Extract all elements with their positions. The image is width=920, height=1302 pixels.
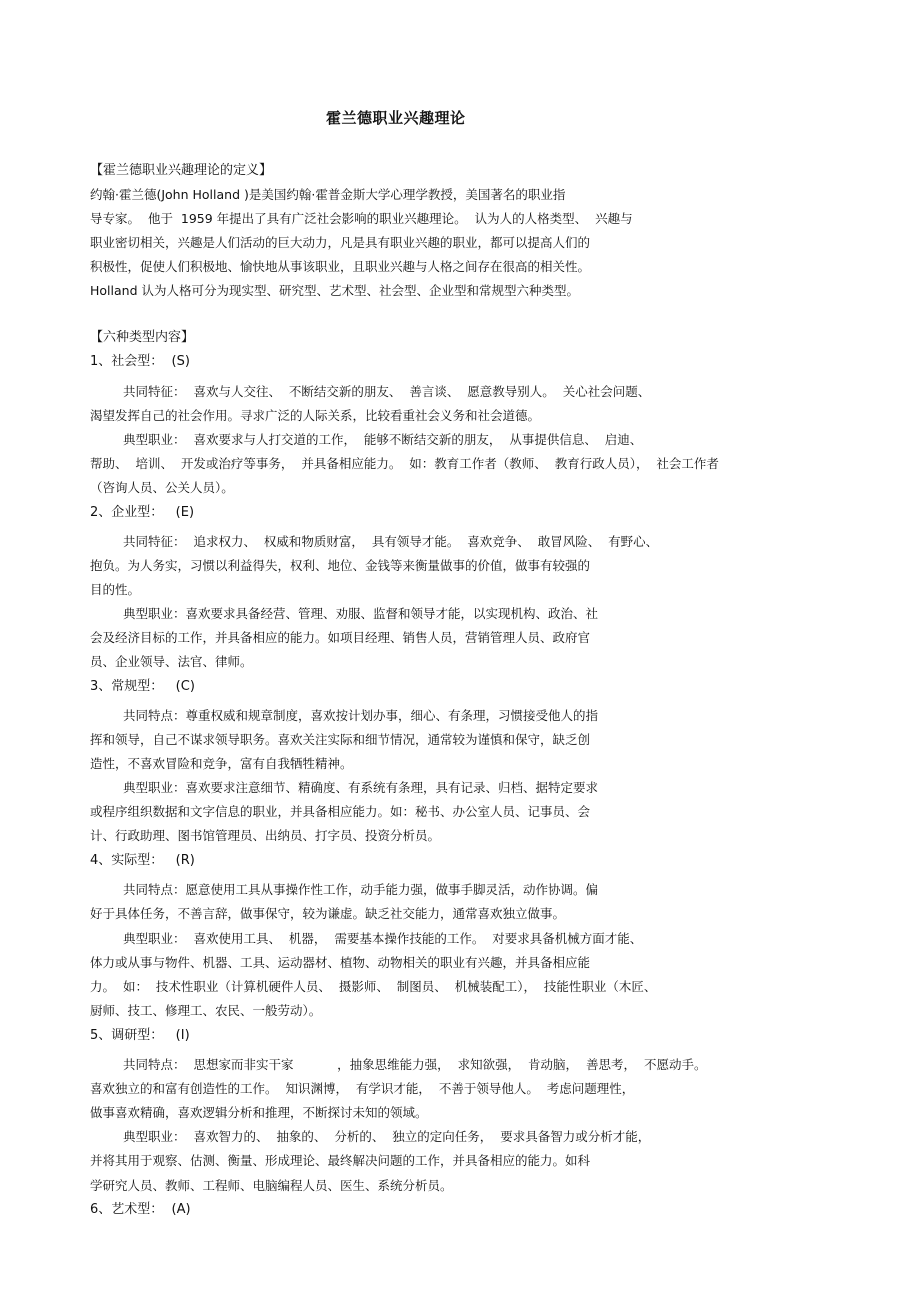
type-heading: 2、企业型： (E) xyxy=(90,505,195,520)
paragraph-line: 做事喜欢精确，喜欢逻辑分析和推理，不断探讨未知的领域。 xyxy=(90,1105,428,1120)
paragraph-line: 体力或从事与物件、机器、工具、运动器材、植物、动物相关的职业有兴趣，并具备相应能 xyxy=(90,955,591,970)
document-title: 霍兰德职业兴趣理论 xyxy=(326,109,466,127)
paragraph-line: 力。 如： 技术性职业（计算机硬件人员、 摄影师、 制图员、 机械装配工）， 技能性职业（木匠、 xyxy=(90,979,657,994)
paragraph-line: 共同特点： 思想家而非实干家 ，抽象思维能力强， 求知欲强， 肯动脑， 善思考， 不愿动手。 xyxy=(123,1057,707,1072)
paragraph-line: 典型职业：喜欢要求具备经营、管理、劝服、监督和领导才能，以实现机构、政治、社 xyxy=(123,606,599,621)
section-heading: 【霍兰德职业兴趣理论的定义】 xyxy=(90,163,273,178)
paragraph-line: 典型职业： 喜欢使用工具、 机器， 需要基本操作技能的工作。 对要求具备机械方面才能、 xyxy=(123,931,643,946)
paragraph-line: 共同特点：尊重权威和规章制度，喜欢按计划办事，细心、有条理，习惯接受他人的指 xyxy=(123,708,599,723)
paragraph-line: 共同特征： 喜欢与人交往、 不断结交新的朋友、 善言谈、 愿意教导别人。 关心社会问题、 xyxy=(123,384,651,399)
paragraph-line: 计、行政助理、图书馆管理员、出纳员、打字员、投资分析员。 xyxy=(90,828,441,843)
paragraph-line: 职业密切相关，兴趣是人们活动的巨大动力，凡是具有职业兴趣的职业，都可以提高人们的 xyxy=(90,235,591,250)
paragraph-line: 抱负。为人务实，习惯以利益得失，权利、地位、金钱等来衡量做事的价值，做事有较强的 xyxy=(90,558,591,573)
paragraph-line: 典型职业：喜欢要求注意细节、精确度、有系统有条理，具有记录、归档、据特定要求 xyxy=(123,780,599,795)
paragraph-line: （咨询人员、公关人员）。 xyxy=(90,480,234,495)
paragraph-line: 导专家。 他于 1959 年提出了具有广泛社会影响的职业兴趣理论。 认为人的人格类型、 兴趣与 xyxy=(90,211,633,226)
paragraph-line: 共同特征： 追求权力、 权威和物质财富， 具有领导才能。 喜欢竞争、 敢冒风险、 有野心、 xyxy=(123,534,659,549)
paragraph-line: 并将其用于观察、估测、衡量、形成理论、最终解决问题的工作，并具备相应的能力。如科 xyxy=(90,1153,591,1168)
paragraph-line: 学研究人员、教师、工程师、电脑编程人员、医生、系统分析员。 xyxy=(90,1178,453,1193)
paragraph-line: 典型职业： 喜欢要求与人打交道的工作， 能够不断结交新的朋友， 从事提供信息、 启迪、 xyxy=(123,432,643,447)
type-heading: 5、调研型： (I) xyxy=(90,1028,190,1043)
paragraph-line: 会及经济目标的工作，并具备相应的能力。如项目经理、销售人员，营销管理人员、政府官 xyxy=(90,630,591,645)
section-heading: 【六种类型内容】 xyxy=(90,330,195,345)
paragraph-line: 渴望发挥自己的社会作用。寻求广泛的人际关系，比较看重社会义务和社会道德。 xyxy=(90,408,541,423)
paragraph-line: 挥和领导，自己不谋求领导职务。喜欢关注实际和细节情况，通常较为谨慎和保守，缺乏创 xyxy=(90,732,591,747)
type-heading: 4、实际型： (R) xyxy=(90,853,195,868)
paragraph-line: 造性，不喜欢冒险和竞争，富有自我牺牲精神。 xyxy=(90,756,353,771)
paragraph-line: 典型职业： 喜欢智力的、 抽象的、 分析的、 独立的定向任务， 要求具备智力或分析才能， xyxy=(123,1129,651,1144)
paragraph-line: 目的性。 xyxy=(90,582,141,597)
type-heading: 6、艺术型： (A) xyxy=(90,1202,191,1217)
paragraph-line: 或程序组织数据和文字信息的职业，并具备相应能力。如：秘书、办公室人员、记事员、会 xyxy=(90,804,591,819)
paragraph-line: Holland 认为人格可分为现实型、研究型、艺术型、社会型、企业型和常规型六种类型。 xyxy=(90,283,579,298)
paragraph-line: 厨师、技工、修理工、农民、一般劳动）。 xyxy=(90,1003,322,1018)
paragraph-line: 好于具体任务，不善言辞，做事保守，较为谦虚。缺乏社交能力，通常喜欢独立做事。 xyxy=(90,906,566,921)
paragraph-line: 喜欢独立的和富有创造性的工作。 知识渊博， 有学识才能， 不善于领导他人。 考虑问题理性， xyxy=(90,1081,635,1096)
type-heading: 3、常规型： (C) xyxy=(90,679,195,694)
type-heading: 1、社会型： (S) xyxy=(90,354,190,369)
paragraph-line: 共同特点：愿意使用工具从事操作性工作，动手能力强，做事手脚灵活，动作协调。偏 xyxy=(123,882,599,897)
paragraph-line: 帮助、 培训、 开发或治疗等事务， 并具备相应能力。 如：教育工作者（教师、 教育行政人员）， 社会工作者 xyxy=(90,456,719,471)
paragraph-line: 约翰·霍兰德(John Holland )是美国约翰·霍普金斯大学心理学教授，美国著名的职业指 xyxy=(90,187,566,202)
paragraph-line: 员、企业领导、法官、律师。 xyxy=(90,654,253,669)
paragraph-line: 积极性，促使人们积极地、愉快地从事该职业，且职业兴趣与人格之间存在很高的相关性。 xyxy=(90,259,591,274)
